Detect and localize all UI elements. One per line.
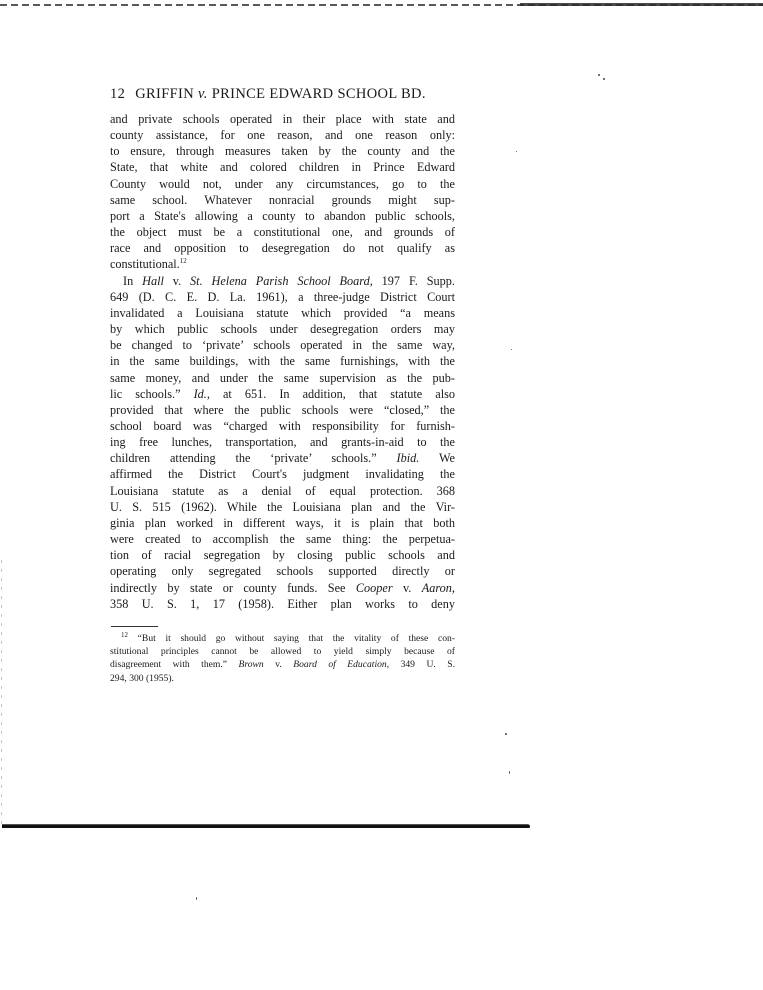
text-run: v. xyxy=(392,580,422,595)
body-line: provided that where the public schools were “closed,” the xyxy=(110,402,455,417)
opinion-body xyxy=(110,111,455,612)
scan-edge-left xyxy=(1,560,2,830)
scan-speck xyxy=(598,74,600,76)
body-line xyxy=(110,273,455,289)
case-name: Brown xyxy=(238,659,264,671)
body-line: and private schools operated in their place with state and xyxy=(110,112,455,126)
body-line: port a State's allowing a county to abandon public schools, xyxy=(110,208,455,223)
citation-signal: Id., xyxy=(193,386,210,401)
case-name: Board of Education, xyxy=(293,659,390,671)
body-line: 358 U. S. 1, 17 (1958). Either plan works to deny xyxy=(110,596,455,611)
text-run: v. xyxy=(163,273,191,288)
body-line: same money, and under the same supervision as the pub- xyxy=(110,370,455,385)
body-line: ing free lunches, transportation, and grants-in-aid to the xyxy=(110,435,455,450)
case-name: St. Helena Parish School Board, xyxy=(190,273,373,288)
text-run: indirectly by state or county funds. See xyxy=(110,580,356,595)
body-line: to ensure, through measures taken by the county and the xyxy=(110,144,455,159)
case-name: Cooper xyxy=(355,580,393,595)
scan-bottom-bar xyxy=(2,824,530,829)
body-line: the object must be a constitutional one, and grounds of xyxy=(110,225,455,240)
footnote-line: 294, 300 (1955). xyxy=(110,672,174,684)
body-line: 649 (D. C. E. D. La. 1961), a three-judge District Court xyxy=(110,289,455,304)
text-run: lic schools.” xyxy=(110,386,194,401)
running-header xyxy=(110,86,455,103)
citation-signal: Ibid. xyxy=(396,451,420,466)
body-line: by which public schools under desegregation orders may xyxy=(110,322,455,337)
footnote-marker: 12 xyxy=(121,630,128,639)
case-title-respondent: PRINCE EDWARD SCHOOL BD. xyxy=(211,86,426,102)
text-run: We xyxy=(419,451,455,466)
body-line: same school. Whatever nonracial grounds might sup- xyxy=(110,192,455,207)
body-line: school board was “charged with responsibility for furnish- xyxy=(110,418,455,433)
scan-speck xyxy=(196,897,197,900)
footnote-line xyxy=(110,632,455,645)
footnote-line: stitutional principles cannot be allowed to yield simply because of xyxy=(110,646,455,658)
scan-speck xyxy=(511,349,512,350)
body-line: operating only segregated schools supported directly or xyxy=(110,564,455,579)
body-line: were created to accomplish the same thing: the perpetua- xyxy=(110,532,455,547)
body-line: invalidated a Louisiana statute which provided “a means xyxy=(110,305,455,320)
footnote-12 xyxy=(110,632,455,685)
scan-edge-top-dark xyxy=(520,3,763,6)
footnote-divider xyxy=(111,626,158,627)
body-line: ginia plan worked in different ways, it is plain that both xyxy=(110,515,455,530)
case-name: Aaron, xyxy=(421,580,455,595)
body-line: in the same buildings, with the same furnishings, with the xyxy=(110,354,455,369)
body-line: Louisiana statute as a denial of equal protection. 368 xyxy=(110,483,455,498)
case-title-versus: v. xyxy=(198,86,208,102)
body-line: race and opposition to desegregation do not qualify as xyxy=(110,241,455,256)
footnote-reference[interactable]: 12 xyxy=(179,257,187,266)
text-run: 197 F. Supp. xyxy=(372,273,455,288)
body-line: county assistance, for one reason, and one reason only: xyxy=(110,128,455,143)
body-line xyxy=(110,386,455,402)
body-line: affirmed the District Court's judgment invalidating the xyxy=(110,467,455,482)
scan-speck xyxy=(505,733,507,735)
body-line: be changed to ‘private’ schools operated in the same way, xyxy=(110,338,455,353)
case-title: GRIFFIN xyxy=(135,86,195,102)
scan-speck xyxy=(509,771,510,774)
scan-speck xyxy=(603,78,605,80)
text-run: disagreement with them.” xyxy=(110,659,239,671)
body-line: U. S. 515 (1962). While the Louisiana plan and the Vir- xyxy=(110,499,455,514)
text-run: at 651. In addition, that statute also xyxy=(209,386,455,401)
body-line xyxy=(110,450,455,466)
body-line xyxy=(110,580,455,596)
text-run: v. xyxy=(263,659,294,671)
text-run: “But it should go without saying that the vitality of these con- xyxy=(128,633,455,644)
scan-speck xyxy=(516,151,517,152)
page-number: 12 xyxy=(110,86,126,102)
body-line: County would not, under any circumstances, go to the xyxy=(110,176,455,191)
text-run: children attending the ‘private’ schools.” xyxy=(110,451,397,466)
case-name: Hall xyxy=(142,273,164,288)
text-run: In xyxy=(123,273,143,288)
body-line-text: constitutional. xyxy=(110,257,180,272)
footnote-line xyxy=(110,658,455,671)
body-line xyxy=(110,256,455,272)
body-line: State, that white and colored children in Prince Edward xyxy=(110,160,455,175)
text-run: 349 U. S. xyxy=(389,659,455,671)
body-line: tion of racial segregation by closing public schools and xyxy=(110,548,455,563)
